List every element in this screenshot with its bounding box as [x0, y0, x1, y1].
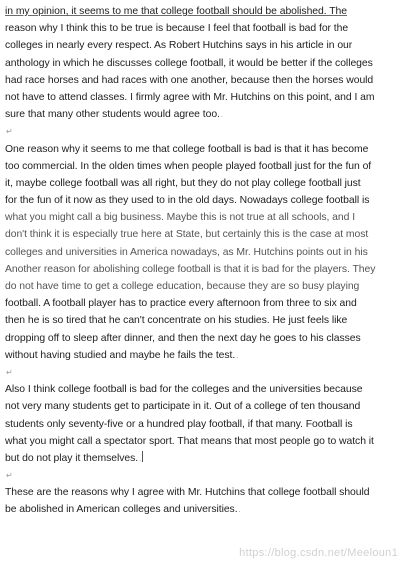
- document-body[interactable]: [5, 3, 401, 519]
- paragraph-3[interactable]: [5, 381, 401, 467]
- paragraph-mark-icon: .: [139, 453, 142, 463]
- paragraph-4[interactable]: [5, 484, 401, 518]
- text-line: too commercial. In the olden times when people played football just for the fun of: [5, 160, 372, 172]
- text-line: [5, 450, 401, 467]
- text-line: for the fun of it now as they used to in the old days. Nowadays college football is: [5, 195, 370, 207]
- text-line-content: but do not play it themselves.: [5, 452, 139, 464]
- text-line: it, maybe college football was all right, but they do not play college football just: [5, 177, 361, 189]
- text-line: then he is so tired that he can't concentrate on his studies. He just feels like: [5, 315, 348, 327]
- paragraph-mark-icon: ↵: [6, 127, 13, 137]
- text-line: One reason why it seems to me that college football is bad is that it has become: [5, 143, 369, 155]
- text-line: not very many students get to participate in it. Out of a college of ten thousand: [5, 401, 361, 413]
- text-line: what you might call a spectator sport. That means that most people go to watch it: [5, 435, 374, 447]
- text-line: colleges and universities in America nowadays, as Mr. Hutchins points out in his: [5, 246, 368, 258]
- text-line: students only seventy-five or a hundred play football, if that many. Football is: [5, 418, 353, 430]
- text-line: reason why I think this to be true is because I feel that football is bad for the: [5, 23, 349, 35]
- watermark: https://blog.csdn.net/Meeloun1: [239, 547, 398, 559]
- text-line: what you might call a big business. Maybe this is not true at all schools, and I: [5, 212, 356, 224]
- text-line-content: sure that many other students would agree too.: [5, 109, 220, 121]
- text-line: had race horses and had races with one another, because then the horses would: [5, 74, 374, 86]
- text-line: [5, 347, 401, 364]
- text-line: do not have time to get a college education, because they are so busy playing: [5, 281, 360, 292]
- text-line: don't think it is especially true here at State, but certainly this is the case at most: [5, 229, 369, 241]
- text-cursor: [142, 451, 143, 462]
- paragraph-mark-icon: .: [236, 350, 239, 360]
- text-line: dropping off to sleep after dinner, and then the next day he goes to his classes: [5, 332, 361, 344]
- text-line: [5, 106, 401, 123]
- paragraph-2[interactable]: [5, 141, 401, 364]
- paragraph-mark-icon: ↵: [6, 471, 13, 481]
- text-line: colleges in nearly every respect. As Robert Hutchins says in his article in our: [5, 40, 353, 52]
- text-line: Another reason for abolishing college football is that it is bad for the players. They: [5, 263, 376, 275]
- text-line-content: be abolished in American colleges and universities.: [5, 504, 238, 516]
- paragraph-mark-icon: ↵: [6, 367, 13, 377]
- text-line: football. A football player has to practice every afternoon from three to six and: [5, 298, 357, 310]
- paragraph-1[interactable]: [5, 3, 401, 123]
- text-line: Also I think college football is bad for the colleges and the universities because: [5, 384, 363, 396]
- paragraph-mark-icon: .: [220, 110, 224, 120]
- text-line: These are the reasons why I agree with Mr. Hutchins that college football should: [5, 487, 370, 499]
- paragraph-mark-icon: .: [238, 505, 241, 515]
- text-line: anthology in which he discusses college football, it would be better if the colleges: [5, 57, 373, 69]
- text-line: not have to attend classes. I firmly agree with Mr. Hutchins on this point, and I am: [5, 91, 375, 103]
- text-line-content: without having studied and maybe he fails the test.: [5, 349, 236, 361]
- text-line: in my opinion, it seems to me that college football should be abolished. The: [5, 6, 347, 17]
- text-line: [5, 501, 401, 518]
